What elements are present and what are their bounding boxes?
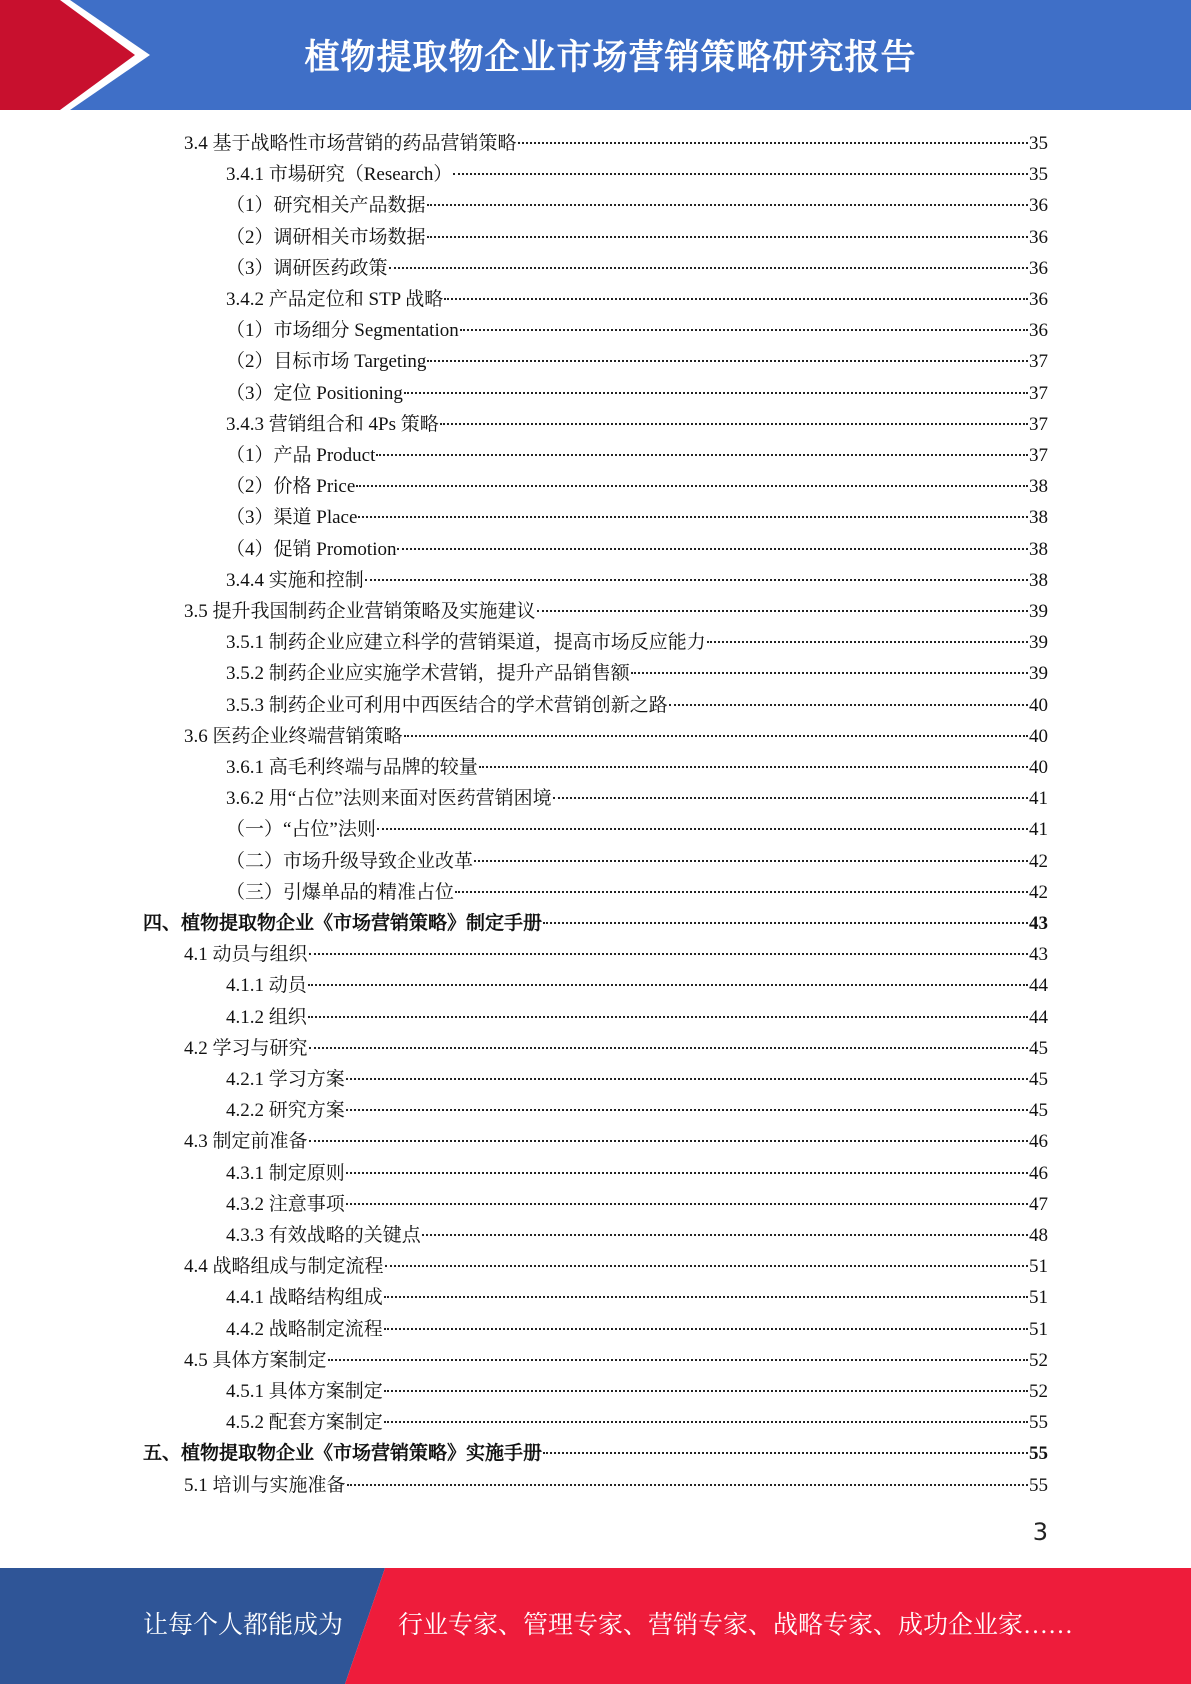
toc-entry-page: 43: [1029, 944, 1048, 966]
toc-entry[interactable]: [226, 877, 1048, 908]
toc-entry[interactable]: [226, 378, 1048, 409]
toc-entry[interactable]: [226, 471, 1048, 502]
toc-dot-leader: [384, 1296, 1028, 1298]
toc-dot-leader: [358, 516, 1028, 518]
toc-entry[interactable]: [226, 159, 1048, 190]
toc-entry-title: 4.2.1 学习方案: [226, 1069, 345, 1090]
toc-entry-title: 4.5.1 具体方案制定: [226, 1381, 383, 1402]
toc-entry-title: 4.2 学习与研究: [184, 1037, 308, 1059]
toc-entry-page: 55: [1029, 1412, 1048, 1434]
toc-entry[interactable]: [226, 1064, 1048, 1095]
toc-entry-title: （4）促销 Promotion: [226, 538, 397, 560]
toc-entry[interactable]: [226, 440, 1048, 471]
toc-entry-title: 4.3 制定前准备: [184, 1131, 308, 1153]
toc-entry-page: 37: [1029, 351, 1048, 373]
toc-entry-page: 52: [1029, 1349, 1048, 1371]
toc-dot-leader: [328, 1359, 1028, 1361]
toc-entry-title: 3.6.2 用“占位”法则来面对医药营销困境: [226, 788, 552, 810]
toc-entry-page: 35: [1029, 164, 1048, 186]
toc-entry-title: （2）价格 Price: [226, 476, 356, 498]
toc-entry[interactable]: [226, 502, 1048, 533]
toc-entry-page: 45: [1029, 1069, 1048, 1090]
toc-entry-page: 42: [1029, 850, 1048, 872]
toc-entry-page: 35: [1029, 133, 1048, 154]
toc-dot-leader: [422, 1234, 1028, 1236]
toc-entry-page: 45: [1029, 1100, 1048, 1122]
toc-entry-title: 3.5.3 制药企业可利用中西医结合的学术营销创新之路: [226, 694, 668, 716]
toc-entry[interactable]: [226, 565, 1048, 596]
toc-entry[interactable]: [226, 658, 1048, 689]
toc-entry-title: （1）研究相关产品数据: [226, 195, 426, 217]
toc-entry-title: 4.1.2 组织: [226, 1006, 307, 1028]
toc-dot-leader: [389, 267, 1028, 269]
toc-entry-title: 3.5 提升我国制药企业营销策略及实施建议: [184, 601, 536, 622]
toc-dot-leader: [376, 454, 1028, 456]
toc-entry-page: 55: [1029, 1474, 1048, 1496]
toc-entry-page: 46: [1029, 1131, 1048, 1153]
toc-entry-title: 3.4.3 营销组合和 4Ps 策略: [226, 413, 439, 435]
toc-entry-page: 36: [1029, 226, 1048, 248]
toc-dot-leader: [453, 173, 1028, 175]
toc-entry-title: 4.4.1 战略结构组成: [226, 1287, 383, 1309]
toc-dot-leader: [455, 891, 1028, 893]
toc-entry[interactable]: [226, 315, 1048, 346]
page-footer: [0, 1568, 1191, 1684]
toc-dot-leader: [346, 1109, 1028, 1111]
toc-entry[interactable]: [226, 534, 1048, 565]
toc-dot-leader: [346, 1078, 1028, 1080]
toc-entry-page: 38: [1029, 476, 1048, 498]
toc-dot-leader: [397, 548, 1028, 550]
page-number: 3: [1032, 1518, 1048, 1546]
toc-entry-page: 51: [1029, 1287, 1048, 1309]
toc-entry[interactable]: [226, 690, 1048, 721]
toc-entry[interactable]: [226, 1376, 1048, 1407]
toc-entry-page: 38: [1029, 507, 1048, 529]
toc-entry-page: 46: [1029, 1162, 1048, 1184]
footer-slogan-left: 让每个人都能成为: [143, 1612, 344, 1639]
toc-dot-leader: [669, 704, 1028, 706]
toc-entry-title: （二）市场升级导致企业改革: [226, 850, 474, 872]
toc-entry-title: 3.5.2 制药企业应实施学术营销，提升产品销售额: [226, 663, 630, 685]
toc-entry-title: 5.1 培训与实施准备: [184, 1474, 346, 1496]
toc-dot-leader: [537, 610, 1028, 612]
toc-entry-page: 51: [1029, 1318, 1048, 1340]
toc-entry[interactable]: [184, 1033, 1048, 1064]
toc-entry-page: 47: [1029, 1193, 1048, 1215]
toc-entry-page: 37: [1029, 413, 1048, 435]
toc-entry-title: 3.4.4 实施和控制: [226, 569, 364, 591]
page-header: [0, 0, 1191, 110]
toc-entry-title: （2）目标市场 Targeting: [226, 351, 427, 373]
toc-entry-page: 42: [1029, 881, 1048, 903]
toc-entry-title: （三）引爆单品的精准占位: [226, 881, 455, 903]
toc-entry-page: 39: [1029, 663, 1048, 685]
toc-entry[interactable]: [226, 783, 1048, 814]
toc-entry-title: （3）渠道 Place: [226, 507, 358, 529]
toc-entry[interactable]: [226, 222, 1048, 253]
toc-entry[interactable]: [226, 627, 1048, 658]
toc-entry-page: 40: [1029, 725, 1048, 747]
toc-entry[interactable]: [143, 1438, 1048, 1469]
toc-entry-title: 4.4.2 战略制定流程: [226, 1318, 383, 1340]
toc-entry-page: 41: [1029, 819, 1048, 841]
toc-entry-page: 44: [1029, 975, 1048, 997]
toc-entry-title: 3.4 基于战略性市场营销的药品营销策略: [184, 133, 517, 154]
toc-dot-leader: [346, 1172, 1028, 1174]
toc-entry-title: 3.6 医药企业终端营销策略: [184, 725, 403, 747]
toc-entry-page: 44: [1029, 1006, 1048, 1028]
toc-entry-page: 39: [1029, 601, 1048, 622]
toc-entry-title: （一）“占位”法则: [226, 819, 376, 841]
toc-entry[interactable]: [184, 128, 1048, 159]
toc-entry-title: 4.5 具体方案制定: [184, 1349, 327, 1371]
toc-dot-leader: [518, 142, 1028, 144]
toc-entry[interactable]: [226, 346, 1048, 377]
toc-dot-leader: [427, 360, 1028, 362]
toc-entry-title: 3.4.2 产品定位和 STP 战略: [226, 289, 444, 310]
toc-dot-leader: [309, 1047, 1028, 1049]
toc-dot-leader: [404, 392, 1028, 394]
toc-entry-title: 4.4 战略组成与制定流程: [184, 1256, 384, 1278]
toc-dot-leader: [346, 1203, 1028, 1205]
toc-dot-leader: [308, 1016, 1028, 1018]
toc-entry-page: 38: [1029, 538, 1048, 560]
toc-entry-title: 4.3.2 注意事项: [226, 1193, 345, 1215]
toc-entry[interactable]: [226, 1314, 1048, 1345]
toc-entry-title: 4.1 动员与组织: [184, 944, 308, 966]
toc-dot-leader: [631, 672, 1028, 674]
toc-entry[interactable]: [226, 1189, 1048, 1220]
toc-entry-title: 五、植物提取物企业《市场营销策略》实施手册: [143, 1443, 543, 1465]
toc-entry-page: 37: [1029, 445, 1048, 466]
toc-dot-leader: [308, 984, 1028, 986]
toc-entry-title: 4.3.1 制定原则: [226, 1162, 345, 1184]
toc-dot-leader: [384, 1421, 1028, 1423]
toc-dot-leader: [553, 797, 1028, 799]
footer-slogan-right: 行业专家、管理专家、营销专家、战略专家、成功企业家……: [398, 1612, 1074, 1639]
toc-entry[interactable]: [226, 253, 1048, 284]
toc-entry-page: 38: [1029, 569, 1048, 591]
toc-entry[interactable]: [184, 1345, 1048, 1376]
toc-entry-page: 51: [1029, 1256, 1048, 1278]
toc-entry-page: 55: [1029, 1443, 1048, 1465]
toc-dot-leader: [474, 860, 1028, 862]
toc-dot-leader: [347, 1484, 1028, 1486]
toc-entry[interactable]: [226, 814, 1048, 845]
toc-dot-leader: [309, 953, 1028, 955]
toc-dot-leader: [309, 1140, 1028, 1142]
toc-entry-title: 3.4.1 市場研究（Research）: [226, 164, 453, 186]
toc-dot-leader: [707, 641, 1028, 643]
toc-dot-leader: [543, 922, 1028, 924]
toc-entry-page: 40: [1029, 757, 1048, 778]
toc-dot-leader: [365, 579, 1028, 581]
toc-entry-title: （3）定位 Positioning: [226, 382, 403, 404]
toc-entry[interactable]: [184, 939, 1048, 970]
toc-dot-leader: [427, 204, 1028, 206]
toc-entry[interactable]: [226, 1407, 1048, 1438]
toc-dot-leader: [460, 329, 1028, 331]
toc-entry[interactable]: [226, 409, 1048, 440]
document-title: 植物提取物企业市场营销策略研究报告: [304, 38, 917, 78]
toc-entry-title: 4.5.2 配套方案制定: [226, 1412, 383, 1434]
toc-dot-leader: [479, 766, 1028, 768]
toc-entry-page: 43: [1029, 913, 1048, 934]
toc-dot-leader: [440, 423, 1028, 425]
toc-entry-page: 48: [1029, 1225, 1048, 1246]
toc-entry-page: 40: [1029, 694, 1048, 716]
toc-entry[interactable]: [226, 190, 1048, 221]
toc-entry-page: 41: [1029, 788, 1048, 810]
toc-entry-page: 36: [1029, 257, 1048, 279]
toc-entry[interactable]: [184, 1251, 1048, 1282]
toc-dot-leader: [444, 298, 1028, 300]
toc-entry-title: 3.6.1 高毛利终端与品牌的较量: [226, 757, 478, 778]
toc-entry[interactable]: [184, 721, 1048, 752]
toc-entry-page: 36: [1029, 195, 1048, 217]
toc-entry[interactable]: [226, 1095, 1048, 1126]
toc-entry-title: 3.5.1 制药企业应建立科学的营销渠道，提高市场反应能力: [226, 632, 706, 654]
toc-entry-title: 4.3.3 有效战略的关键点: [226, 1225, 421, 1246]
toc-entry[interactable]: [226, 752, 1048, 783]
toc-dot-leader: [384, 1390, 1028, 1392]
toc-dot-leader: [385, 1265, 1028, 1267]
toc-dot-leader: [427, 236, 1028, 238]
toc-entry[interactable]: [226, 846, 1048, 877]
toc-entry-page: 39: [1029, 632, 1048, 654]
toc-entry[interactable]: [184, 596, 1048, 627]
toc-entry-page: 52: [1029, 1381, 1048, 1402]
toc-entry[interactable]: [226, 284, 1048, 315]
toc-entry-page: 36: [1029, 320, 1048, 342]
toc-dot-leader: [404, 735, 1028, 737]
toc-entry-page: 37: [1029, 382, 1048, 404]
toc-entry[interactable]: [226, 1282, 1048, 1313]
toc-dot-leader: [384, 1328, 1028, 1330]
toc-entry[interactable]: [226, 1220, 1048, 1251]
toc-dot-leader: [543, 1452, 1028, 1454]
toc-entry[interactable]: [143, 908, 1048, 939]
toc-entry-title: 4.2.2 研究方案: [226, 1100, 345, 1122]
toc-entry-page: 36: [1029, 289, 1048, 310]
toc-entry[interactable]: [226, 970, 1048, 1001]
toc-entry-title: （3）调研医药政策: [226, 257, 388, 279]
toc-entry-title: （1）市场细分 Segmentation: [226, 320, 459, 342]
toc-entry-page: 45: [1029, 1037, 1048, 1059]
toc-dot-leader: [377, 828, 1028, 830]
toc-entry-title: （2）调研相关市场数据: [226, 226, 426, 248]
toc-dot-leader: [356, 485, 1028, 487]
toc-entry[interactable]: [226, 1158, 1048, 1189]
toc-entry-title: 4.1.1 动员: [226, 975, 307, 997]
toc-entry[interactable]: [184, 1470, 1048, 1501]
toc-entry[interactable]: [184, 1126, 1048, 1157]
toc-entry-title: （1）产品 Product: [226, 445, 376, 466]
toc-entry-title: 四、植物提取物企业《市场营销策略》制定手册: [143, 913, 543, 934]
toc-entry[interactable]: [226, 1002, 1048, 1033]
